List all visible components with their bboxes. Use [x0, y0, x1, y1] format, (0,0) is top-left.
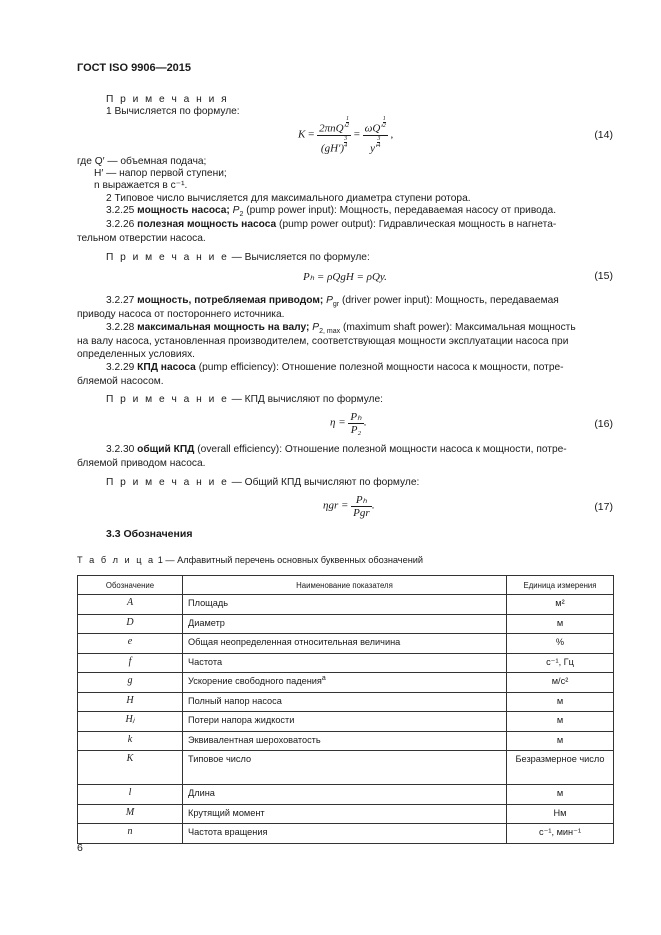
eq14-fraction-1 [317, 116, 351, 154]
notes-label: П р и м е ч а н и я [106, 94, 229, 105]
row-symbol: l [78, 785, 183, 805]
table-row [78, 712, 614, 732]
table-caption-label: Т а б л и ц а [77, 555, 156, 565]
clause-3-2-26-line2: тельном отверстии насоса. [77, 233, 206, 244]
clause-3-2-27-symbol-sub: gr [332, 301, 340, 309]
row-name: Эквивалентная шероховатость [183, 731, 507, 751]
row-unit: с⁻¹, мин⁻¹ [507, 824, 614, 844]
row-symbol: D [78, 614, 183, 634]
where-line-3: n выражается в с⁻¹. [94, 180, 188, 191]
eq14-den1: (gH′) [320, 142, 345, 155]
clause-3-2-28-term: максимальная мощность на валу; [137, 322, 310, 333]
table-caption [77, 555, 423, 565]
table-row [78, 804, 614, 824]
row-name: Частота вращения [183, 824, 507, 844]
clause-3-2-26-definition-1: (pump power output): Гидравлическая мощность в нагнета- [279, 219, 557, 230]
clause-3-2-27-definition-1: (driver power input): Мощность, передаваемая [341, 295, 559, 306]
eq17-number: (17) [594, 501, 613, 513]
note-15 [106, 250, 370, 266]
row-unit: м [507, 614, 614, 634]
row-unit: Нм [507, 804, 614, 824]
clause-3-2-26-num: 3.2.26 [106, 219, 135, 230]
clause-3-2-29-definition-1: (pump efficiency): Отношение полезной мощности насоса к мощности, потре- [198, 362, 564, 373]
eq16-den: P₂ [350, 424, 362, 436]
eq14-fraction-2: ωQ′ $\frac{1}{2}$ y′ $\frac{3}{4}$ [364, 116, 386, 155]
row-symbol: K [78, 751, 183, 785]
clause-3-2-25-definition: (pump power input): Мощность, передаваемая насосу от привода. [246, 205, 557, 216]
page-number: 6 [77, 842, 83, 854]
table-row [78, 634, 614, 654]
note-2-text: 2 Типовое число вычисляется для максимального диаметра ступени ротора. [106, 193, 471, 204]
note-17-label: П р и м е ч а н и е [106, 477, 229, 488]
where-line-2: H′ — напор первой ступени; [94, 168, 227, 179]
clause-3-2-29-line2: бляемой насосом. [77, 376, 164, 387]
note-16-text: КПД вычисляют по формуле: [244, 394, 383, 405]
row-name-text: Ускорение свободного падения [188, 676, 322, 686]
table-header-row [78, 576, 614, 595]
table-row [78, 692, 614, 712]
clause-3-2-27-symbol: P [326, 295, 333, 306]
row-symbol: k [78, 731, 183, 751]
clause-3-2-25-symbol: P [232, 205, 240, 216]
table-row [78, 731, 614, 751]
clause-3-2-30-line2: бляемой приводом насоса. [77, 458, 206, 469]
row-symbol: Hⱼ [78, 712, 183, 732]
row-name: Длина [183, 785, 507, 805]
note-17-text: Общий КПД вычисляют по формуле: [244, 477, 420, 488]
clause-3-2-28-definition-1: (maximum shaft power): Максимальная мощность [342, 322, 576, 333]
row-name: Диаметр [183, 614, 507, 634]
clause-3-2-30-num: 3.2.30 [106, 444, 135, 455]
eq14-num2: ωQ′ [364, 122, 383, 135]
row-name: Частота [183, 653, 507, 673]
row-symbol: e [78, 634, 183, 654]
section-title: 3.3 Обозначения [106, 528, 193, 540]
table-row [78, 824, 614, 844]
row-name: Потери напора жидкости [183, 712, 507, 732]
clause-3-2-27-num: 3.2.27 [106, 295, 135, 306]
clause-3-2-28-symbol: P [312, 322, 320, 333]
note-17-dash: — [231, 477, 242, 488]
eq14-exp1-den: 2 [345, 123, 349, 129]
row-symbol: H [78, 692, 183, 712]
footnote-marker: a [321, 674, 326, 682]
clause-3-2-28-line2: на валу насоса, установленная производителем, соответствующая мощности эксплуатации насоса при [77, 336, 569, 347]
header-unit: Единица измерения [507, 576, 614, 595]
note-17 [106, 475, 419, 491]
row-name: Площадь [183, 595, 507, 615]
clause-3-2-29-num: 3.2.29 [106, 362, 135, 373]
eq15-number: (15) [594, 270, 613, 282]
page-header: ГОСТ ISO 9906—2015 [77, 62, 192, 74]
eq17-tail: . [371, 499, 375, 512]
symbols-table [77, 575, 614, 844]
row-unit: м² [507, 595, 614, 615]
row-unit: м [507, 785, 614, 805]
equation-17 [323, 493, 374, 519]
eq14-lhs: K [298, 128, 306, 141]
clause-3-2-27-term: мощность, потребляемая приводом; [137, 295, 324, 306]
row-name: Типовое число [183, 751, 507, 785]
clause-3-2-25-symbol-sub: 2 [239, 211, 244, 219]
table-row [78, 614, 614, 634]
header-name: Наименование показателя [183, 576, 507, 595]
row-unit: % [507, 634, 614, 654]
header-symbol: Обозначение [78, 576, 183, 595]
eq14-exp2-den: 4 [344, 142, 348, 149]
eq17-lhs: ηgr = [323, 499, 349, 512]
where-line-1: где Q′ — объемная подача; [77, 156, 207, 167]
note-16-dash: — [231, 394, 242, 405]
row-symbol: g [78, 673, 183, 693]
eq17-den: Pgr [353, 507, 370, 519]
equation-16 [330, 410, 366, 436]
row-symbol: n [78, 824, 183, 844]
clause-3-2-29-term: КПД насоса [137, 362, 196, 373]
row-unit: Безразмерное число [507, 751, 614, 785]
table-row [78, 595, 614, 615]
equation-15: Pₕ = ρQgH = ρQy. [303, 271, 387, 283]
clause-3-2-27-line2: приводу насоса от постороннего источника. [77, 309, 285, 320]
clause-3-2-25-term: мощность насоса; [137, 205, 230, 216]
row-name: Полный напор насоса [183, 692, 507, 712]
clause-3-2-26-term: полезная мощность насоса [137, 219, 277, 230]
eq14-exp1-num: 1 [345, 116, 349, 122]
eq14-number: (14) [594, 129, 613, 141]
table-caption-text: 1 — Алфавитный перечень основных буквенных обозначений [157, 555, 424, 565]
eq14-exp2-num: 3 [344, 135, 348, 142]
eq17-num: Pₕ [351, 493, 372, 507]
note-16-label: П р и м е ч а н и е [106, 394, 229, 405]
row-name: Крутящий момент [183, 804, 507, 824]
clause-3-2-28-symbol-sub: 2, max [319, 328, 341, 336]
eq14-den2: y′ [370, 142, 378, 155]
row-unit: м/с² [507, 673, 614, 693]
eq14-num1: 2πnQ′ [319, 122, 346, 135]
row-unit: м [507, 712, 614, 732]
note-15-text: Вычисляется по формуле: [244, 252, 370, 263]
eq16-tail: . [363, 416, 367, 429]
eq16-num: Pₕ [350, 411, 362, 423]
clause-3-2-30-term: общий КПД [137, 444, 195, 455]
row-unit: м [507, 731, 614, 751]
row-name [183, 673, 507, 693]
row-symbol: f [78, 653, 183, 673]
table-row [78, 673, 614, 693]
eq16-lhs: η = [330, 416, 346, 429]
clause-3-2-28-num: 3.2.28 [106, 322, 135, 333]
equation-14: K = 2πnQ′ $\frac{1}{2}$ (gH′) $\frac{3}{4}$ = ωQ′ $\frac{1}{2}$ y′ $\frac{3}{4}$ , [298, 116, 394, 155]
table-row [78, 751, 614, 785]
row-symbol: A [78, 595, 183, 615]
clause-3-2-28-line3: определенных условиях. [77, 349, 196, 360]
note-15-dash: — [231, 252, 242, 263]
table-row [78, 653, 614, 673]
note-15-label: П р и м е ч а н и е [106, 252, 229, 263]
table-row [78, 785, 614, 805]
clause-3-2-25-num: 3.2.25 [106, 205, 135, 216]
row-unit: с⁻¹, Гц [507, 653, 614, 673]
note-1-text: 1 Вычисляется по формуле: [106, 106, 240, 117]
note-16 [106, 392, 383, 408]
eq16-number: (16) [594, 418, 613, 430]
row-symbol: M [78, 804, 183, 824]
row-unit: м [507, 692, 614, 712]
clause-3-2-30-definition-1: (overall efficiency): Отношение полезной мощности насоса к мощности, потре- [197, 444, 567, 455]
row-name: Общая неопределенная относительная величина [183, 634, 507, 654]
